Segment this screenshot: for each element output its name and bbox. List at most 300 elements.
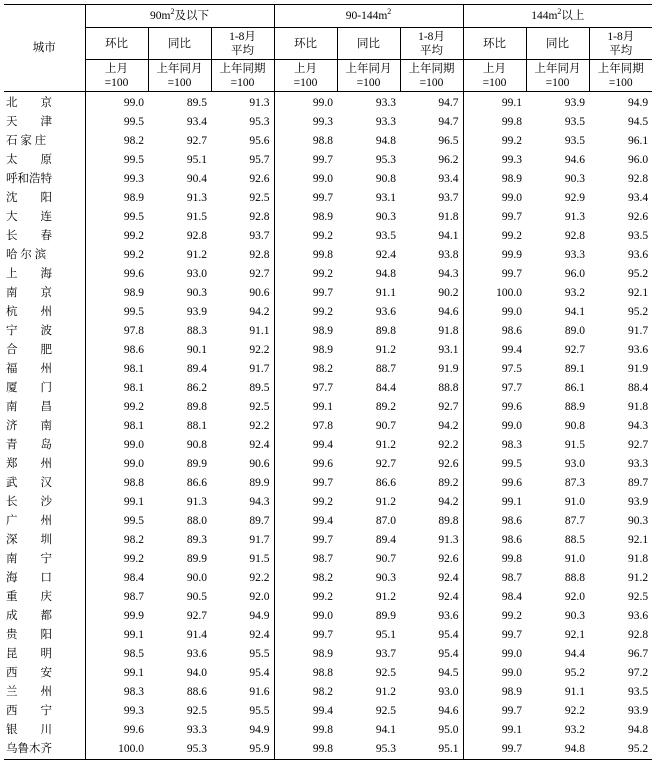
index-value: 88.0 [186,515,207,527]
index-value: 98.3 [123,686,144,698]
index-value: 99.1 [501,724,523,736]
city-name: 北 京 [4,92,85,114]
index-value: 94.7 [400,92,463,114]
index-value: 87.0 [375,515,396,527]
index-value: 99.0 [501,420,523,432]
index-value: 91.7 [211,360,274,379]
index-value: 98.2 [123,135,144,147]
index-value: 99.0 [312,97,333,109]
index-value: 99.5 [123,211,144,223]
index-value: 87.3 [564,477,586,489]
index-value: 99.0 [501,192,523,204]
index-value: 95.5 [211,645,274,664]
index-value: 93.3 [375,116,396,128]
city-name: 西 安 [4,664,85,683]
base-header-mom: 上月 =100 [85,60,148,92]
index-value: 92.6 [211,170,274,189]
index-value: 99.1 [312,401,333,413]
index-value: 99.4 [312,705,333,717]
index-value: 99.9 [501,249,523,261]
index-value: 98.4 [501,591,523,603]
index-value: 97.5 [501,363,523,375]
index-value: 99.4 [501,344,523,356]
base-header-avg: 上年同期 =100 [589,60,652,92]
index-value: 98.9 [501,173,523,185]
sub-header-avg: 1-8月 平均 [589,28,652,60]
index-value: 86.2 [186,382,207,394]
table-row [4,303,652,322]
city-name: 长 沙 [4,493,85,512]
index-value: 87.7 [564,515,586,527]
index-value: 92.5 [211,398,274,417]
index-value: 92.5 [211,189,274,208]
index-value: 93.7 [400,189,463,208]
city-name: 昆 明 [4,645,85,664]
index-value: 93.4 [186,116,207,128]
index-value: 90.7 [375,420,396,432]
index-value: 98.2 [312,572,333,584]
index-value: 98.9 [123,192,144,204]
index-value: 98.2 [312,363,333,375]
index-value: 88.9 [564,401,586,413]
sub-header-mom: 环比 [274,28,337,60]
index-value: 94.8 [564,743,586,755]
index-value: 84.4 [375,382,396,394]
index-value: 94.0 [186,667,207,679]
index-value: 90.8 [186,439,207,451]
index-value: 99.2 [123,230,144,242]
index-value: 94.2 [400,417,463,436]
city-name: 重 庆 [4,588,85,607]
index-value: 95.3 [375,743,396,755]
index-value: 93.6 [375,306,396,318]
index-value: 90.3 [627,515,649,527]
index-value: 91.8 [400,208,463,227]
index-value: 95.7 [211,151,274,170]
city-name: 南 昌 [4,398,85,417]
index-value: 89.5 [186,97,207,109]
index-value: 95.1 [375,629,396,641]
index-value: 93.9 [564,97,586,109]
index-value: 95.2 [564,667,586,679]
sub-header-avg: 1-8月 平均 [211,28,274,60]
index-value: 93.6 [186,648,207,660]
table-row [4,531,652,550]
index-value: 88.3 [186,325,207,337]
index-value: 95.4 [400,626,463,645]
index-value: 97.8 [312,420,333,432]
index-value: 89.7 [211,512,274,531]
index-value: 89.8 [400,512,463,531]
index-value: 89.8 [375,325,396,337]
index-value: 98.9 [312,211,333,223]
index-value: 98.1 [123,363,144,375]
index-value: 99.2 [312,268,333,280]
index-value: 91.2 [186,249,207,261]
table-row [4,683,652,702]
table-row [4,664,652,683]
index-value: 93.9 [627,496,649,508]
index-value: 99.8 [312,249,333,261]
index-value: 91.4 [186,629,207,641]
index-value: 92.1 [564,629,586,641]
index-value: 99.4 [312,439,333,451]
index-value: 93.3 [186,724,207,736]
city-name: 银 川 [4,721,85,740]
index-value: 92.2 [564,705,586,717]
index-value: 91.5 [564,439,586,451]
index-value: 99.8 [501,553,523,565]
index-value: 91.2 [375,439,396,451]
index-value: 93.7 [211,227,274,246]
index-value: 92.7 [375,458,396,470]
index-value: 94.1 [375,724,396,736]
sub-header-yoy: 同比 [526,28,589,60]
base-header-avg: 上年同期 =100 [211,60,274,92]
index-value: 93.1 [375,192,396,204]
index-value: 93.0 [186,268,207,280]
city-name: 太 原 [4,151,85,170]
index-value: 95.3 [375,154,396,166]
table-row [4,512,652,531]
index-value: 86.1 [564,382,586,394]
index-value: 94.7 [400,113,463,132]
index-value: 99.0 [501,667,523,679]
index-value: 98.8 [312,135,333,147]
index-value: 95.5 [211,702,274,721]
index-value: 98.7 [123,591,144,603]
index-value: 99.6 [312,458,333,470]
index-value: 92.7 [564,344,586,356]
index-value: 93.8 [400,246,463,265]
index-value: 92.8 [627,173,649,185]
city-name: 武 汉 [4,474,85,493]
index-value: 88.8 [564,572,586,584]
index-value: 92.8 [211,246,274,265]
index-value: 91.9 [627,363,649,375]
index-value: 98.8 [123,477,144,489]
table-row [4,208,652,227]
index-value: 91.2 [375,686,396,698]
index-value: 91.3 [186,496,207,508]
index-value: 99.0 [501,306,523,318]
city-name: 厦 门 [4,379,85,398]
index-value: 90.6 [211,284,274,303]
index-value: 88.1 [186,420,207,432]
index-value: 92.4 [400,569,463,588]
city-name: 天 津 [4,113,85,132]
index-value: 93.9 [186,306,207,318]
index-value: 92.8 [211,208,274,227]
city-name: 广 州 [4,512,85,531]
index-value: 98.7 [501,572,523,584]
index-value: 94.2 [211,303,274,322]
index-value: 94.3 [211,493,274,512]
city-name: 济 南 [4,417,85,436]
table-body [4,92,652,760]
index-value: 94.8 [627,724,649,736]
index-value: 95.4 [211,664,274,683]
table-row [4,360,652,379]
index-value: 90.3 [564,173,586,185]
base-header-mom: 上月 =100 [463,60,526,92]
index-value: 97.2 [627,667,649,679]
index-value: 99.5 [123,116,144,128]
city-name: 哈 尔 滨 [4,246,85,265]
index-value: 93.0 [400,683,463,702]
index-value: 99.4 [312,515,333,527]
index-value: 96.0 [627,154,649,166]
index-value: 92.1 [627,287,649,299]
index-value: 91.2 [375,344,396,356]
table-row [4,417,652,436]
index-value: 99.7 [501,705,523,717]
group-header-large: $144m^2$以上 [463,5,652,28]
index-value: 92.8 [564,230,586,242]
city-name: 深 圳 [4,531,85,550]
index-value: 95.9 [211,740,274,760]
index-value: 94.6 [400,702,463,721]
index-value: 99.2 [312,496,333,508]
index-value: 96.0 [564,268,586,280]
index-value: 95.0 [400,721,463,740]
index-value: 92.8 [186,230,207,242]
index-value: 99.3 [501,154,523,166]
index-value: 91.1 [375,287,396,299]
index-value: 98.2 [123,534,144,546]
city-name: 海 口 [4,569,85,588]
index-value: 98.6 [123,344,144,356]
index-value: 94.6 [564,154,586,166]
index-value: 92.7 [186,610,207,622]
index-value: 99.7 [312,477,333,489]
index-value: 93.5 [564,116,586,128]
table-row [4,92,652,114]
index-value: 95.4 [400,645,463,664]
table-row [4,550,652,569]
index-value: 92.7 [400,398,463,417]
base-header-yoy: 上年同月 =100 [526,60,589,92]
index-value: 99.9 [123,610,144,622]
index-value: 94.9 [211,721,274,740]
table-row [4,740,652,760]
index-value: 99.2 [312,306,333,318]
index-value: 88.6 [186,686,207,698]
index-value: 92.4 [211,436,274,455]
index-value: 92.6 [400,455,463,474]
index-value: 98.9 [312,344,333,356]
table-row [4,284,652,303]
index-value: 91.7 [627,325,649,337]
table-row [4,569,652,588]
table-row [4,322,652,341]
index-value: 99.1 [123,629,144,641]
table-row [4,455,652,474]
index-value: 99.2 [123,401,144,413]
city-name: 乌鲁木齐 [4,740,85,760]
index-value: 94.1 [564,306,586,318]
index-value: 91.0 [564,496,586,508]
index-value: 98.8 [312,667,333,679]
index-value: 97.7 [501,382,523,394]
sub-header-yoy: 同比 [148,28,211,60]
index-value: 96.5 [400,132,463,151]
table-row [4,189,652,208]
index-value: 98.2 [312,686,333,698]
index-value: 93.0 [564,458,586,470]
index-value: 91.3 [211,92,274,114]
price-index-table [4,4,652,760]
index-value: 92.7 [186,135,207,147]
index-value: 98.1 [123,382,144,394]
index-value: 93.3 [627,458,649,470]
index-value: 99.5 [123,306,144,318]
index-value: 90.8 [375,173,396,185]
index-value: 92.6 [400,550,463,569]
index-value: 98.9 [312,325,333,337]
index-value: 95.3 [211,113,274,132]
index-value: 99.2 [123,249,144,261]
index-value: 92.0 [211,588,274,607]
index-value: 91.2 [375,496,396,508]
index-value: 93.5 [627,230,649,242]
index-value: 92.2 [400,436,463,455]
index-value: 99.2 [501,230,523,242]
index-value: 96.2 [400,151,463,170]
city-name: 沈 阳 [4,189,85,208]
index-value: 90.3 [564,610,586,622]
index-value: 99.6 [123,268,144,280]
index-value: 98.4 [123,572,144,584]
table-row [4,607,652,626]
table-row [4,379,652,398]
index-value: 88.7 [375,363,396,375]
city-name: 石 家 庄 [4,132,85,151]
index-value: 92.7 [211,265,274,284]
index-value: 99.2 [123,553,144,565]
index-value: 93.9 [627,705,649,717]
index-value: 99.8 [501,116,523,128]
index-value: 95.1 [186,154,207,166]
sub-header-yoy: 同比 [337,28,400,60]
index-value: 93.4 [627,192,649,204]
index-value: 95.2 [627,743,649,755]
index-value: 99.6 [501,401,523,413]
index-value: 97.8 [123,325,144,337]
index-value: 90.8 [564,420,586,432]
index-value: 89.2 [375,401,396,413]
table-row [4,341,652,360]
index-value: 89.2 [400,474,463,493]
index-value: 99.1 [123,667,144,679]
index-value: 91.7 [211,531,274,550]
index-value: 99.7 [312,192,333,204]
index-value: 94.9 [211,607,274,626]
index-value: 88.4 [627,382,649,394]
city-name: 长 春 [4,227,85,246]
index-value: 89.9 [186,553,207,565]
city-name: 合 肥 [4,341,85,360]
group-header-small: $90m^2$及以下 [85,5,274,28]
table-row [4,113,652,132]
index-value: 92.4 [375,249,396,261]
index-value: 100.0 [118,743,144,755]
index-value: 93.6 [627,610,649,622]
table-row [4,436,652,455]
index-value: 90.0 [186,572,207,584]
table-row [4,626,652,645]
index-value: 97.7 [312,382,333,394]
index-value: 99.7 [312,154,333,166]
table-row [4,170,652,189]
table-row [4,398,652,417]
index-value: 89.1 [564,363,586,375]
city-name: 福 州 [4,360,85,379]
table-row [4,151,652,170]
index-value: 95.2 [627,306,649,318]
index-value: 89.4 [375,534,396,546]
index-value: 90.2 [400,284,463,303]
index-value: 91.8 [627,401,649,413]
base-header-yoy: 上年同月 =100 [337,60,400,92]
index-value: 94.9 [627,97,649,109]
index-value: 99.0 [123,458,144,470]
index-value: 94.1 [400,227,463,246]
index-value: 99.1 [123,496,144,508]
table-row [4,493,652,512]
city-name: 宁 波 [4,322,85,341]
table-row [4,132,652,151]
index-value: 91.1 [211,322,274,341]
index-value: 94.4 [564,648,586,660]
index-value: 91.1 [564,686,586,698]
index-value: 99.0 [501,648,523,660]
index-value: 98.6 [501,534,523,546]
index-value: 92.2 [211,569,274,588]
index-value: 95.1 [400,740,463,760]
index-value: 89.9 [375,610,396,622]
base-header-mom: 上月 =100 [274,60,337,92]
sub-header-avg: 1-8月 平均 [400,28,463,60]
index-value: 94.3 [627,420,649,432]
index-value: 90.4 [186,173,207,185]
index-value: 99.7 [312,534,333,546]
index-value: 95.6 [211,132,274,151]
index-value: 98.5 [123,648,144,660]
index-value: 90.1 [186,344,207,356]
index-value: 98.6 [501,325,523,337]
index-value: 99.5 [123,515,144,527]
index-value: 91.2 [375,591,396,603]
index-value: 91.3 [400,531,463,550]
index-value: 93.5 [627,686,649,698]
index-value: 99.8 [312,743,333,755]
index-value: 92.4 [400,588,463,607]
city-name: 郑 州 [4,455,85,474]
index-value: 99.0 [312,173,333,185]
index-value: 92.5 [186,705,207,717]
index-value: 92.5 [627,591,649,603]
index-value: 95.3 [186,743,207,755]
index-value: 93.2 [564,724,586,736]
index-value: 100.0 [496,287,523,299]
index-value: 91.3 [564,211,586,223]
index-value: 88.8 [400,379,463,398]
index-value: 98.9 [312,648,333,660]
index-value: 99.3 [123,705,144,717]
city-name: 青 岛 [4,436,85,455]
index-value: 91.5 [186,211,207,223]
